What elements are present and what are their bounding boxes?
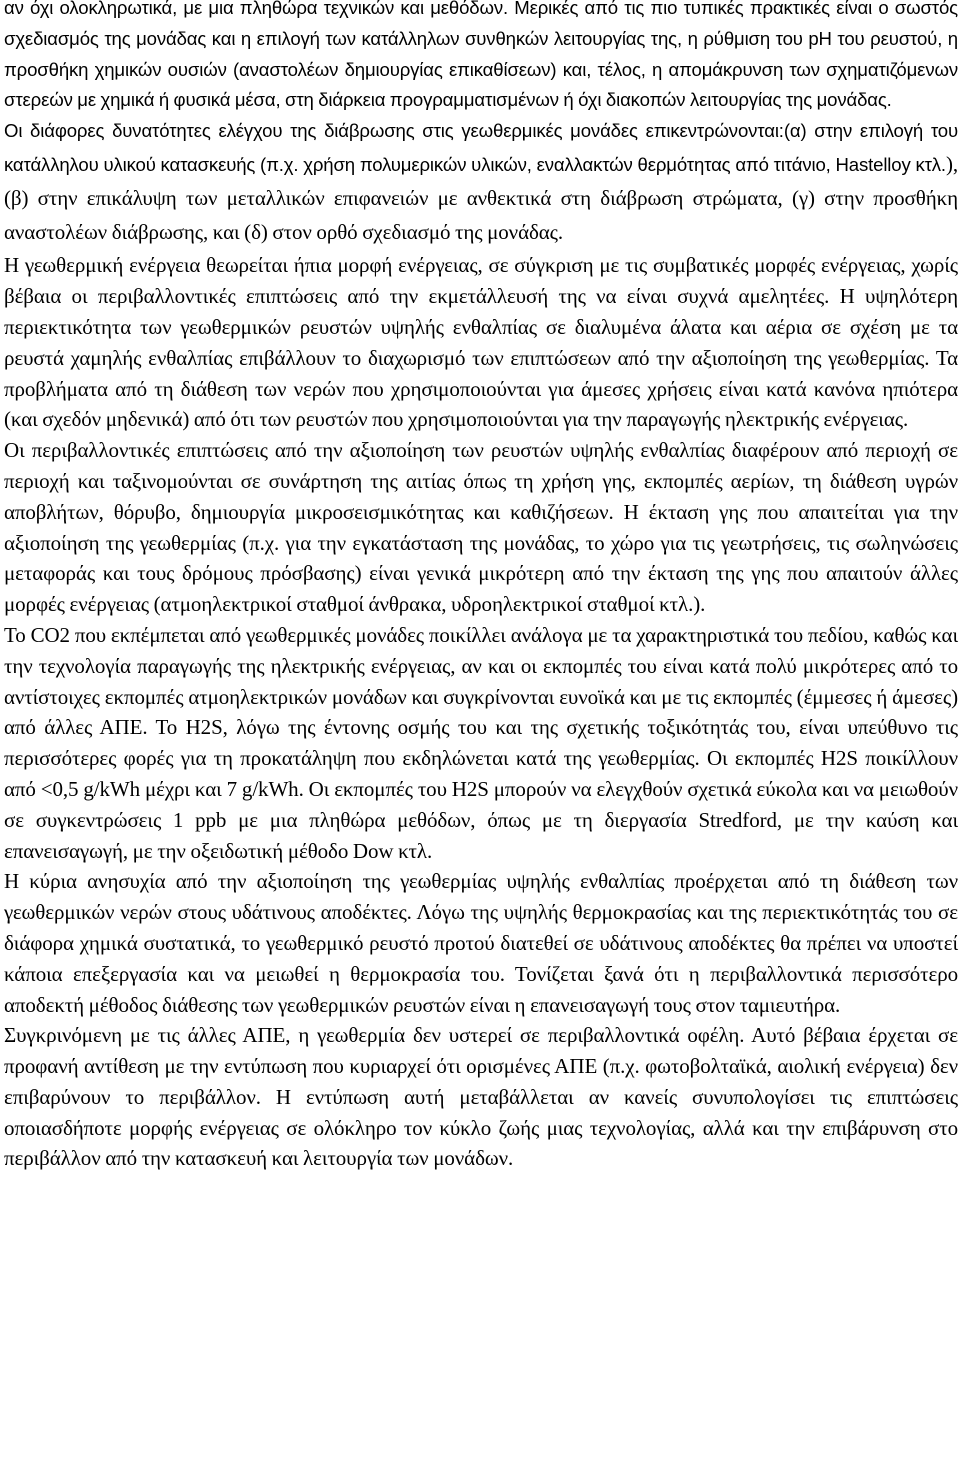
paragraph-text-sans-part: Οι διάφορες δυνατότητες ελέγχου της διάβρωσης στις γεωθερμικές μονάδες επικεντρώνονται:(α) στην επιλογή του κατάλληλου υλικού κατασκευής (π.χ. χρήση πολυμερικών υλικών, εναλλακτών θερμότητας από τιτάνιο, Hastelloy κτλ. (4, 120, 958, 175)
paragraph-scaling-control (4, 0, 958, 116)
paragraph-water-disposal (4, 866, 958, 1020)
paragraph-text: Το CO2 που εκπέμπεται από γεωθερμικές μονάδες ποικίλλει ανάλογα με τα χαρακτηριστικά του πεδίου, καθώς και την τεχνολογία παραγωγής της ηλεκτρικής ενέργειας, αν και οι εκπομπές του είναι κατά πολύ μικρότερες από το αντίστοιχες εκπομπές ατμοηλεκτρικών μονάδων και συγκρίνονται ευνοϊκά και με τις εκπομπές (έμμεσες ή άμεσες) από άλλες ΑΠΕ. Το H2S, λόγω της έντονης οσμής του και της σχετικής τοξικότητάς του, είναι υπεύθυνο τις περισσότερες φορές για τη προκατάληψη που εκδηλώνεται κατά της γεωθερμίας. Οι εκπομπές H2S ποικίλλουν από <0,5 g/kWh μέχρι και 7 g/kWh. Οι εκπομπές του H2S μπορούν να ελεγχθούν σχετικά εύκολα και να μειωθούν σε συγκεντρώσεις 1 ppb με μια πληθώρα μεθόδων, όπως με τη διεργασία Stredford, με την καύση και επανεισαγωγή, με την οξειδωτική μέθοδο Dow κτλ. (4, 622, 958, 863)
paragraph-text: αν όχι ολοκληρωτικά, με μια πληθώρα τεχνικών και μεθόδων. Μερικές από τις πιο τυπικές πρακτικές είναι ο σωστός σχεδιασμός της μονάδας και η επιλογή των κατάλληλων συνθηκών λειτουργίας της, η ρύθμιση του pH του ρευστού, η προσθήκη χημικών ουσιών (αναστολέων δημιουργίας επικαθίσεων) και, τέλος, η απομάκρυνση των σχηματιζόμενων στερεών με χημικά ή φυσικά μέσα, στη διάρκεια προγραμματισμένων ή όχι διακοπών λειτουργίας της μονάδας. (4, 0, 958, 111)
paragraph-environmental-impact (4, 250, 958, 435)
paragraph-text: Η γεωθερμική ενέργεια θεωρείται ήπια μορφή ενέργειας, σε σύγκριση με τις συμβατικές μορφές ενέργειας, χωρίς βέβαια οι περιβαλλοντικές επιπτώσεις από την εκμετάλλευσή της να είναι συχνά αμελητέες. Η υψηλότερη περιεκτικότητα των γεωθερμικών ρευστών υψηλής ενθαλπίας σε διαλυμένα άλατα και αέρια σε σχέση με τα ρευστά χαμηλής ενθαλπίας επιβάλλουν το διαχωρισμό των επιπτώσεων από την αξιοποίηση της γεωθερμίας. Τα προβλήματα από τη διάθεση των νερών που χρησιμοποιούνται για άμεσες χρήσεις είναι κατά κανόνα ηπιότερα (και σχεδόν μηδενικά) από ότι των ρευστών που χρησιμοποιούνται για την παραγωγής ηλεκτρικής ενέργειας. (4, 253, 958, 432)
paragraph-text: Οι περιβαλλοντικές επιπτώσεις από την αξιοποίηση των ρευστών υψηλής ενθαλπίας διαφέρουν από περιοχή σε περιοχή και ταξινομούνται σε συνάρτηση της αιτίας όπως τη χρήση γης, εκπομπές αερίων, τη διάθεση υγρών αποβλήτων, θόρυβο, δημιουργία μικροσεισμικότητας και καθιζήσεων. Η έκταση γης που απαιτείται για την αξιοποίηση της γεωθερμίας (π.χ. για την εγκατάσταση της μονάδας, το χώρο για τις γεωτρήσεις, τις σωληνώσεις μεταφοράς και τους δρόμους πρόσβασης) είναι γενικά μικρότερη από την έκταση της γης που απαιτούν άλλες μορφές ενέργειας (ατμοηλεκτρικοί σταθμοί άνθρακα, υδροηλεκτρικοί σταθμοί κτλ.). (4, 438, 958, 617)
paragraph-high-enthalpy-impacts (4, 435, 958, 620)
paragraph-corrosion-control (4, 116, 958, 250)
paragraph-text: Η κύρια ανησυχία από την αξιοποίηση της γεωθερμίας υψηλής ενθαλπίας προέρχεται από τη διάθεση των γεωθερμικών νερών στους υδάτινους αποδέκτες. Λόγω της υψηλής θερμοκρασίας και της περιεκτικότητάς του σε διάφορα χημικά συστατικά, το γεωθερμικό ρευστό προτού διατεθεί σε υδάτινους αποδέκτες θα πρέπει να υποστεί κάποια επεξεργασία και να μειωθεί η θερμοκρασία του. Τονίζεται ξανά ότι η περιβαλλοντικά περισσότερο αποδεκτή μέθοδος διάθεσης των γεωθερμικών ρευστών είναι η επανεισαγωγή τους στον ταμιευτήρα. (4, 869, 958, 1017)
paragraph-text-serif-part: ), (β) στην επικάλυψη των μεταλλικών επιφανειών με ανθεκτικά στη διάβρωση στρώματα, (γ) στην προσθήκη αναστολέων διάβρωσης, και (δ) στον ορθό σχεδιασμό της μονάδας. (4, 151, 958, 244)
paragraph-res-comparison (4, 1020, 958, 1174)
paragraph-text: Συγκρινόμενη με τις άλλες ΑΠΕ, η γεωθερμία δεν υστερεί σε περιβαλλοντικά οφέλη. Αυτό βέβαια έρχεται σε προφανή αντίθεση με την εντύπωση που κυριαρχεί ότι ορισμένες ΑΠΕ (π.χ. φωτοβολταϊκά, αιολική ενέργεια) δεν επιβαρύνουν το περιβάλλον. Η εντύπωση αυτή μεταβάλλεται αν κανείς συνυπολογίσει τις επιπτώσεις οποιασδήποτε μορφής ενέργειας σε ολόκληρο τον κύκλο ζωής μιας τεχνολογίας, αλλά και την επιβάρυνση στο περιβάλλον από την κατασκευή και λειτουργία των μονάδων. (4, 1023, 958, 1171)
paragraph-co2-h2s-emissions (4, 620, 958, 866)
